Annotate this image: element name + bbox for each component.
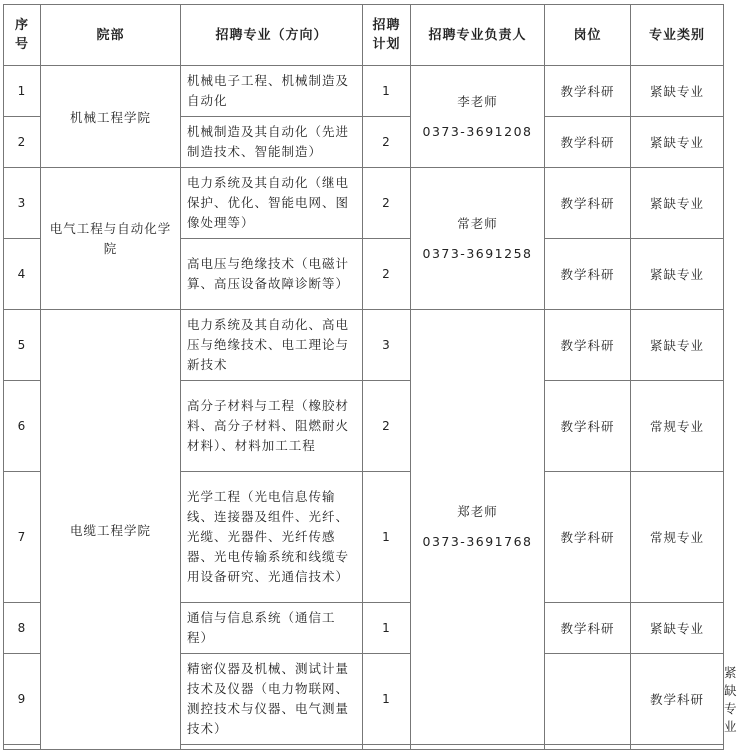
position-cell: 教学科研 — [545, 603, 631, 654]
trunc-cell — [4, 745, 41, 750]
major-cell: 高电压与绝缘技术（电磁计算、高压设备故障诊断等） — [181, 239, 363, 310]
contact-phone: 0373-3691768 — [422, 534, 533, 549]
category-cell: 常规专业 — [631, 381, 724, 472]
row-seq: 9 — [4, 654, 41, 745]
major-cell: 光学工程（光电信息传输线、连接器及组件、光纤、光缆、光器件、光纤传感器、光电传输系统和线缆专用设备研究、光通信技术） — [181, 472, 363, 603]
row-seq: 1 — [4, 66, 41, 117]
position-cell: 教学科研 — [545, 310, 631, 381]
header-contact: 招聘专业负责人 — [411, 5, 545, 66]
plan-cell: 2 — [363, 239, 411, 310]
category-cell: 紧缺专业 — [631, 603, 724, 654]
header-position: 岗位 — [545, 5, 631, 66]
row-seq: 4 — [4, 239, 41, 310]
row-seq: 6 — [4, 381, 41, 472]
trunc-cell — [545, 745, 631, 750]
trunc-cell — [181, 745, 363, 750]
college-cell: 机械工程学院 — [41, 66, 181, 168]
table-row: 9 精密仪器及机械、测试计量技术及仪器（电力物联网、测控技术与仪器、电气测量技术） 1 教学科研 紧缺专业 — [4, 654, 724, 745]
college-cell: 电缆工程学院 — [41, 310, 181, 750]
position-cell: 教学科研 — [545, 472, 631, 603]
position-cell: 教学科研 — [545, 168, 631, 239]
major-cell: 高分子材料与工程（橡胶材料、高分子材料、阻燃耐火材料）、材料加工工程 — [181, 381, 363, 472]
category-cell: 紧缺专业 — [631, 168, 724, 239]
position-cell: 教学科研 — [631, 654, 724, 745]
contact-cell — [411, 66, 545, 168]
header-row — [4, 5, 724, 66]
category-cell: 紧缺专业 — [631, 66, 724, 117]
position-cell: 教学科研 — [545, 381, 631, 472]
contact-cell-empty — [545, 654, 631, 745]
major-cell: 电力系统及其自动化（继电保护、优化、智能电网、图像处理等） — [181, 168, 363, 239]
row-seq: 8 — [4, 603, 41, 654]
header-plan: 招聘计划 — [363, 5, 411, 66]
plan-cell: 2 — [363, 381, 411, 472]
major-cell: 机械电子工程、机械制造及自动化 — [181, 66, 363, 117]
table-row — [4, 168, 724, 239]
position-cell: 教学科研 — [545, 117, 631, 168]
plan-cell: 1 — [363, 654, 411, 745]
recruitment-table — [3, 4, 738, 750]
plan-cell: 3 — [363, 310, 411, 381]
category-cell: 紧缺专业 — [631, 239, 724, 310]
header-seq: 序号 — [4, 5, 41, 66]
position-cell: 教学科研 — [545, 66, 631, 117]
plan-cell: 1 — [363, 472, 411, 603]
header-category: 专业类别 — [631, 5, 724, 66]
contact-name: 常老师 — [457, 215, 498, 231]
table-row — [4, 310, 724, 381]
plan-cell: 2 — [363, 168, 411, 239]
position-cell: 教学科研 — [545, 239, 631, 310]
college-cell: 电气工程与自动化学院 — [41, 168, 181, 310]
row-seq: 7 — [4, 472, 41, 603]
contact-cell — [411, 310, 545, 745]
row-seq: 3 — [4, 168, 41, 239]
plan-cell: 1 — [363, 66, 411, 117]
major-cell: 电力系统及其自动化、高电压与绝缘技术、电工理论与新技术 — [181, 310, 363, 381]
header-college: 院部 — [41, 5, 181, 66]
row-seq: 2 — [4, 117, 41, 168]
plan-cell: 1 — [363, 603, 411, 654]
major-cell: 通信与信息系统（通信工程） — [181, 603, 363, 654]
header-major: 招聘专业（方向） — [181, 5, 363, 66]
contact-phone: 0373-3691258 — [422, 245, 533, 261]
trunc-cell — [363, 745, 411, 750]
category-cell: 紧缺专业 — [631, 117, 724, 168]
contact-name: 李老师 — [457, 93, 498, 109]
category-cell: 常规专业 — [631, 472, 724, 603]
trunc-cell — [631, 745, 724, 750]
major-cell: 机械制造及其自动化（先进制造技术、智能制造） — [181, 117, 363, 168]
plan-cell: 2 — [363, 117, 411, 168]
row-seq: 5 — [4, 310, 41, 381]
major-cell: 精密仪器及机械、测试计量技术及仪器（电力物联网、测控技术与仪器、电气测量技术） — [181, 654, 363, 745]
contact-name: 郑老师 — [457, 504, 498, 519]
contact-phone: 0373-3691208 — [422, 123, 533, 139]
contact-cell — [411, 168, 545, 310]
table-row — [4, 66, 724, 117]
category-cell: 紧缺专业 — [631, 310, 724, 381]
trunc-cell — [411, 745, 545, 750]
